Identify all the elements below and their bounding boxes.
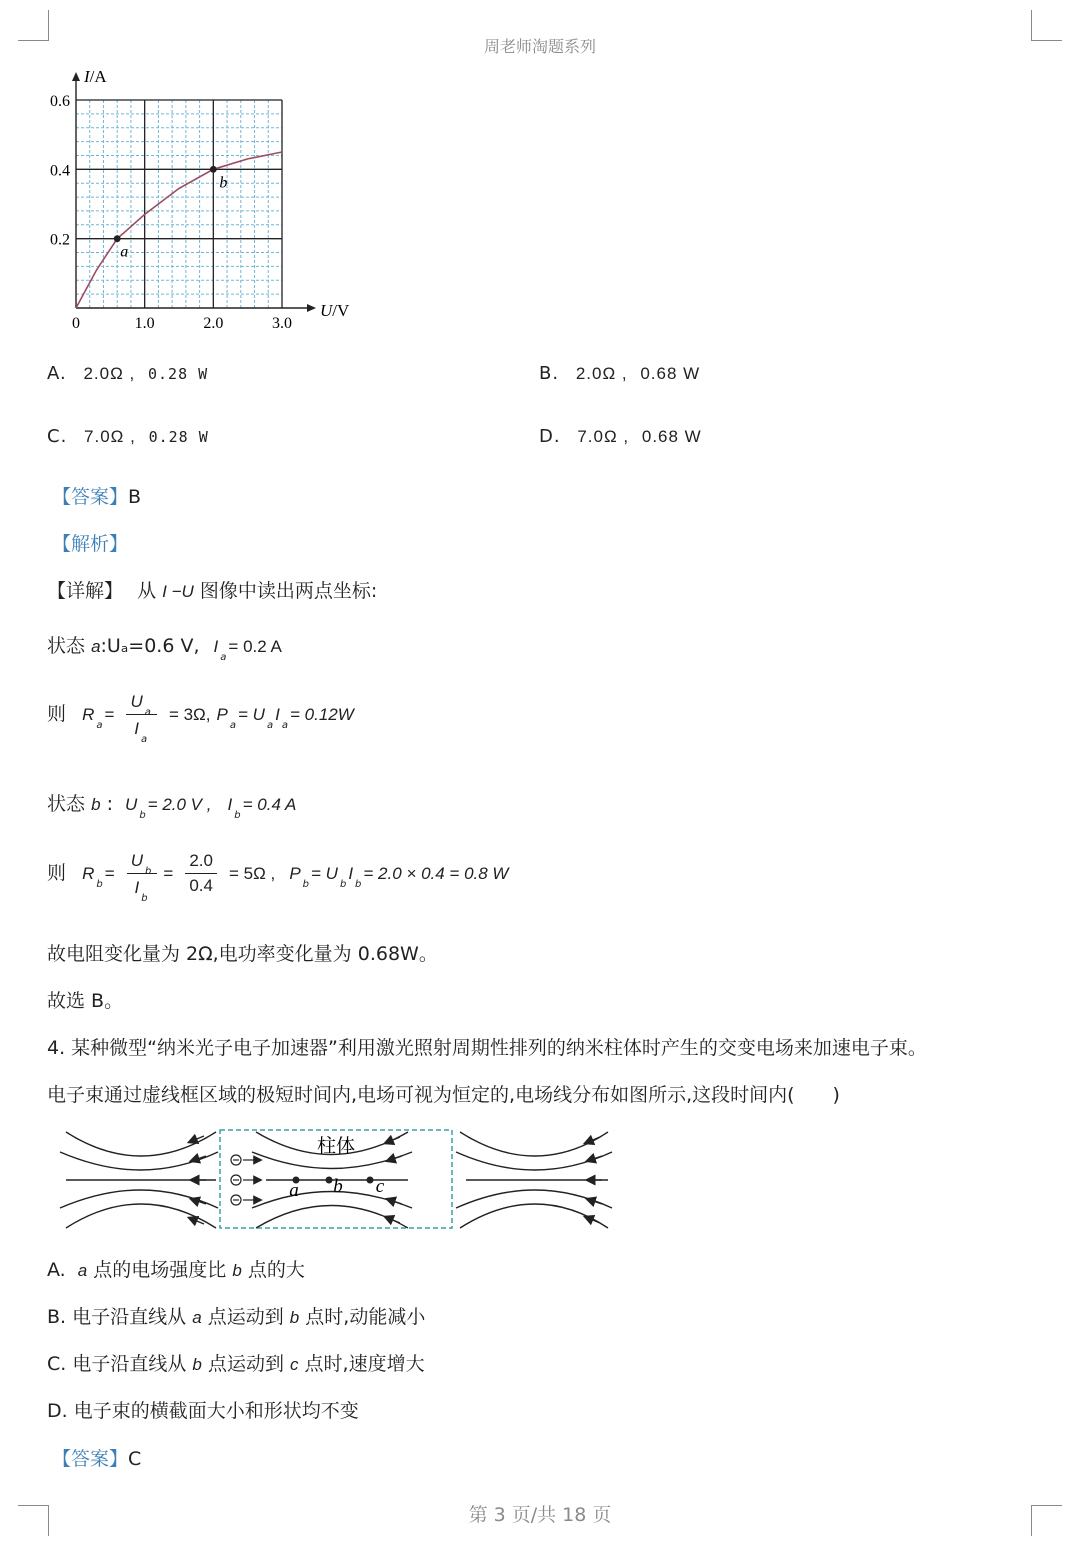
answer-value: C — [128, 1448, 142, 1470]
subscript-a: a — [96, 720, 103, 731]
iu-curve — [76, 152, 282, 308]
subscript-a: a — [220, 652, 227, 663]
ra-equation: 则 $R_a=$ $\frac{U_a}{I_a}$ = 3Ω, $P_a= U_aI_a= 0.12W$ — [47, 692, 354, 745]
option-var: b — [192, 1355, 202, 1374]
state-b-u-value: = 2.0 V , — [147, 795, 212, 814]
pb-mid: I — [348, 864, 354, 883]
electron-beam — [231, 1155, 258, 1205]
option-var: a — [77, 1261, 88, 1280]
rb-equation: 则 $R_b=$ $\frac{U_b}{I_b}$ = $\frac{2.0}{0.4}$ = 5Ω , $P_b= U_bI_b= 2.0 \times 0.4 = 0.8$ W — [47, 851, 509, 904]
x-tick-label: 0 — [72, 315, 80, 332]
subscript-a: a — [281, 720, 288, 731]
point-b-label: b — [219, 174, 228, 192]
field-lines-right — [456, 1132, 612, 1228]
pa-result: = 0.12W — [289, 705, 354, 724]
rb-numeric-numerator: 2.0 — [185, 851, 217, 874]
page-footer: 第 3 页/共 18 页 — [468, 1504, 612, 1526]
option-power: 0.28 W — [148, 428, 209, 446]
state-a-eq: :Uₐ=0.6 V, — [100, 635, 200, 657]
subscript-b: b — [339, 879, 347, 890]
analysis-tag: 【解析】 — [52, 533, 129, 555]
ra-fraction — [126, 690, 156, 745]
option-var: a — [192, 1308, 202, 1327]
subscript-a: a — [140, 734, 148, 745]
detail-tag: 【详解】 — [47, 580, 124, 602]
option-resistance: 7.0Ω , — [577, 427, 630, 446]
point-c-dot — [367, 1177, 374, 1184]
detail-expr: I −U — [162, 582, 194, 601]
ra-numerator: U — [130, 692, 143, 711]
answer-tag: 【答案】 — [52, 1448, 129, 1470]
option-text: 点运动到 — [207, 1306, 284, 1328]
answer-tag: 【答案】 — [52, 486, 129, 508]
state-b-i-value: = 0.4 A — [242, 795, 297, 814]
subscript-b: b — [302, 879, 310, 890]
q3-answer — [52, 482, 141, 509]
option-letter: D. — [47, 1400, 68, 1422]
rb-fraction — [127, 849, 158, 904]
field-lines-left — [60, 1132, 218, 1228]
state-b-line — [47, 789, 297, 821]
point-a-label: a — [120, 243, 129, 261]
rb-denominator: I — [134, 878, 140, 897]
q4-option-c — [47, 1349, 425, 1376]
option-d — [539, 426, 702, 447]
detail-text: 从 — [137, 580, 157, 602]
option-letter: C. — [47, 1353, 67, 1375]
state-a-var: a — [91, 637, 101, 656]
option-var: b — [289, 1308, 300, 1327]
option-text: 点运动到 — [207, 1353, 284, 1375]
pa-rhs: = U — [238, 705, 265, 724]
x-tick-label: 1.0 — [134, 315, 155, 332]
page-header: 周老师淘题系列 — [483, 37, 596, 56]
q4-option-a — [47, 1255, 305, 1282]
subscript-a: a — [266, 720, 274, 731]
option-c — [47, 426, 209, 447]
x-tick-label: 3.0 — [272, 315, 292, 332]
then-label: 则 — [47, 703, 67, 725]
pa-lhs: P — [216, 705, 228, 724]
option-text: 点时,速度增大 — [304, 1353, 425, 1375]
option-power: 0.68 W — [641, 427, 702, 446]
q4-stem-line-2: 电子束通过虚线框区域的极短时间内,电场可视为恒定的,电场线分布如图所示,这段时间内( ) — [47, 1084, 840, 1106]
conclusion-line: 故电阻变化量为 2Ω,电功率变化量为 0.68W。 — [47, 943, 438, 965]
state-b-label: 状态 — [47, 793, 86, 815]
ra-denominator: I — [134, 719, 139, 738]
then-label: 则 — [47, 862, 67, 884]
point-b-marker — [210, 166, 217, 173]
field-line-diagram — [56, 1124, 622, 1236]
rb-result: = 5Ω , — [229, 864, 276, 883]
y-axis-arrow — [72, 72, 80, 81]
x-tick-label: 2.0 — [203, 315, 224, 332]
option-letter: B. — [47, 1306, 67, 1328]
subscript-a: a — [229, 720, 237, 731]
ra-result: = 3Ω — [168, 705, 206, 724]
option-letter: A. — [47, 1259, 66, 1281]
option-a — [47, 363, 208, 384]
option-text: 电子束的横截面大小和形状均不变 — [73, 1400, 359, 1422]
pb-result: = 2.0 × 0.4 = 0.8 W — [363, 864, 509, 883]
option-var: b — [232, 1261, 242, 1280]
option-resistance: 2.0Ω , — [83, 364, 136, 383]
q4-option-d — [47, 1396, 359, 1423]
subscript-b: b — [96, 879, 103, 890]
pa-mid: I — [275, 705, 280, 724]
ra-lhs: R — [82, 705, 95, 724]
pillar-label: 柱体 — [316, 1136, 356, 1157]
state-b-colon: : — [106, 793, 113, 815]
option-letter: D. — [539, 426, 561, 447]
option-b — [539, 363, 700, 384]
option-power: 0.28 W — [147, 365, 209, 383]
y-tick-label: 0.6 — [50, 93, 70, 110]
option-text: 电子沿直线从 — [72, 1353, 187, 1375]
rb-lhs: R — [82, 864, 95, 883]
subscript-b: b — [355, 879, 362, 890]
state-a-line — [47, 631, 282, 663]
option-letter: A. — [47, 363, 67, 384]
point-a-marker — [114, 235, 121, 242]
state-a-i: I — [213, 637, 219, 656]
iu-chart — [40, 62, 360, 342]
choose-line: 故选 B。 — [47, 990, 124, 1012]
state-a-i-value: = 0.2 A — [228, 637, 282, 656]
q4-option-b — [47, 1302, 425, 1329]
option-text: 点时,动能减小 — [305, 1306, 426, 1328]
option-text: 点的大 — [247, 1259, 305, 1281]
y-tick-label: 0.2 — [50, 231, 70, 249]
detail-line — [47, 576, 377, 603]
x-axis-arrow — [307, 304, 316, 312]
option-text: 点的电场强度比 — [93, 1259, 227, 1281]
option-letter: C. — [47, 426, 68, 447]
subscript-b: b — [141, 893, 148, 904]
point-b-label: b — [333, 1176, 343, 1197]
y-tick-label: 0.4 — [50, 162, 70, 180]
q4-stem-line-1: 4. 某种微型“纳米光子电子加速器”利用激光照射周期性排列的纳米柱体时产生的交变电场来加速电子束。 — [47, 1037, 927, 1059]
pb-rhs: = U — [311, 864, 338, 883]
answer-value: B — [128, 486, 142, 508]
option-power: 0.68 W — [640, 364, 701, 383]
detail-tail: 图像中读出两点坐标: — [199, 580, 378, 602]
q4-answer — [52, 1444, 141, 1471]
state-a-label: 状态 — [47, 635, 86, 657]
option-letter: B. — [539, 363, 560, 384]
option-var: c — [290, 1355, 299, 1374]
rb-numeric-fraction — [185, 851, 217, 896]
pb-lhs: P — [289, 864, 301, 883]
point-a-label: a — [289, 1180, 299, 1201]
rb-numerator: U — [130, 851, 143, 870]
subscript-b: b — [144, 866, 152, 877]
x-axis-label: U/V — [320, 301, 350, 320]
subscript-b: b — [234, 810, 241, 821]
point-c-label: c — [375, 1176, 385, 1197]
option-text: 电子沿直线从 — [72, 1306, 187, 1328]
option-resistance: 7.0Ω , — [84, 427, 136, 446]
rb-numeric-denominator: 0.4 — [189, 876, 213, 895]
y-axis-label: I/A — [84, 67, 107, 86]
subscript-b: b — [139, 810, 146, 821]
option-resistance: 2.0Ω , — [575, 364, 628, 383]
state-b-u: U — [125, 795, 138, 814]
point-b-dot — [326, 1177, 333, 1184]
subscript-a: a — [144, 707, 151, 718]
state-b-var: b — [91, 795, 101, 814]
state-b-i: I — [227, 795, 233, 814]
